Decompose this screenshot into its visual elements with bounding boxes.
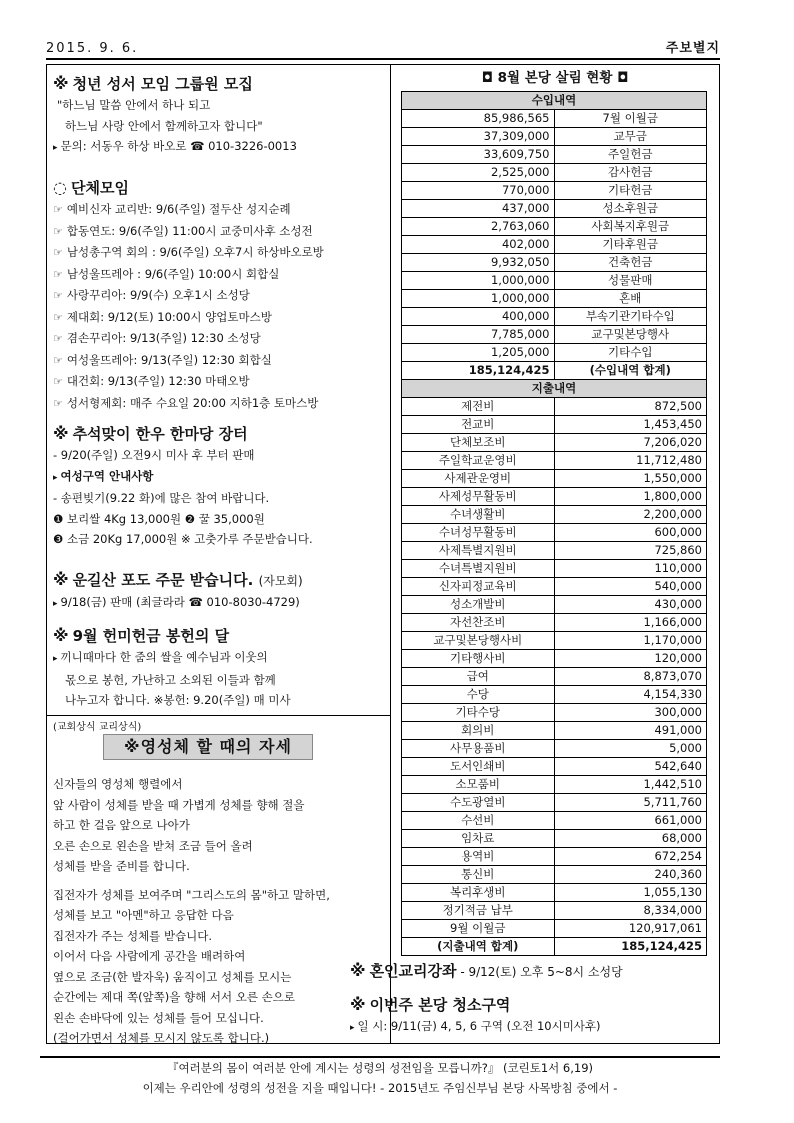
expense-amount: 542,640 <box>554 758 707 776</box>
income-item: 주일헌금 <box>554 146 707 164</box>
expense-amount: 120,000 <box>554 650 707 668</box>
expense-amount: 8,334,000 <box>554 902 707 920</box>
expense-item: 사무용품비 <box>402 740 555 758</box>
income-item: 사회복지후원금 <box>554 218 707 236</box>
income-amount: 770,000 <box>402 182 555 200</box>
income-row <box>402 146 707 164</box>
bullet-icon: ▸ <box>53 654 58 664</box>
asterisk-icon: ※ <box>350 995 366 1014</box>
income-item: 성물판매 <box>554 272 707 290</box>
income-item: 부속기관기타수입 <box>554 308 707 326</box>
income-row <box>402 128 707 146</box>
expense-amount: 491,000 <box>554 722 707 740</box>
meeting-text: 겸손꾸리아: 9/13(주일) 12:30 소성당 <box>66 331 261 345</box>
expense-item: 임차료 <box>402 830 555 848</box>
income-amount: 37,309,000 <box>402 128 555 146</box>
meeting-text: 여성울뜨레아: 9/13(주일) 12:30 회합실 <box>66 352 272 367</box>
recruit-line: "하느님 말씀 안에서 하나 되고 <box>57 98 211 112</box>
expense-amount: 5,000 <box>554 740 707 758</box>
income-amount: 9,932,050 <box>402 254 555 272</box>
bulletin-date: 2015. 9. 6. <box>46 41 139 56</box>
expense-row <box>402 632 707 650</box>
meeting-list <box>53 199 387 414</box>
income-amount: 1,000,000 <box>402 272 555 290</box>
posture-paragraph <box>53 885 387 1049</box>
bullet-icon: ▸ <box>53 599 58 609</box>
income-item: 교무금 <box>554 128 707 146</box>
expense-item: 사제특별지원비 <box>402 542 555 560</box>
page-footer <box>40 1056 720 1098</box>
expense-amount: 7,206,020 <box>554 434 707 452</box>
publication-title: 주보별지 <box>665 41 720 56</box>
posture-body <box>53 774 387 1049</box>
expense-item: 복리후생비 <box>402 884 555 902</box>
expense-row <box>402 776 707 794</box>
expense-amount: 1,166,000 <box>554 614 707 632</box>
section-title: 청년 성서 모임 그룹원 모집 <box>72 75 253 93</box>
market-line: ❶ 보리쌀 4Kg 13,000원 ❷ 꿀 35,000원 <box>53 511 265 526</box>
expense-item: 제전비 <box>402 398 555 416</box>
expense-header-row <box>402 380 707 398</box>
expense-amount: 672,254 <box>554 848 707 866</box>
pointing-hand-icon: ☞ <box>53 375 63 388</box>
expense-row <box>402 740 707 758</box>
rice-line: 끼니때마다 한 줌의 쌀을 예수님과 이웃의 <box>60 650 268 664</box>
expense-amount: 4,154,330 <box>554 686 707 704</box>
expense-item: 수당 <box>402 686 555 704</box>
expense-row <box>402 794 707 812</box>
expense-amount: 68,000 <box>554 830 707 848</box>
cleaning-area <box>350 994 672 1039</box>
expense-amount: 1,550,000 <box>554 470 707 488</box>
posture-line: 왼손 손바닥에 있는 성체를 들어 모십니다. <box>53 1010 264 1025</box>
section-heading <box>53 423 387 445</box>
meeting-item <box>53 328 387 350</box>
section-title: 운길산 포도 주문 받습니다. <box>72 571 254 589</box>
meeting-text: 남성총구역 회의 : 9/6(주일) 오후7시 하상바오로방 <box>66 245 324 259</box>
page-header <box>46 36 720 60</box>
section-detail: - 9/12(토) 오후 5~8시 소성당 <box>456 965 623 979</box>
expense-total-row <box>402 938 707 956</box>
expense-item: 통신비 <box>402 866 555 884</box>
expense-item: 단체보조비 <box>402 434 555 452</box>
recruit-line: 하느님 사랑 안에서 함께하고자 합니다" <box>65 118 263 133</box>
income-row <box>402 344 707 362</box>
expense-amount: 240,360 <box>554 866 707 884</box>
expense-row <box>402 578 707 596</box>
income-row <box>402 236 707 254</box>
income-item: 건축헌금 <box>554 254 707 272</box>
expense-row <box>402 812 707 830</box>
meeting-item <box>53 307 387 329</box>
section-heading <box>53 625 387 647</box>
youth-bible-recruit <box>53 73 387 159</box>
expense-amount: 2,200,000 <box>554 506 707 524</box>
market-guide: 여성구역 안내사항 <box>60 468 154 483</box>
expense-row <box>402 650 707 668</box>
finance-title: ◘ 8월 본당 살림 현황 ◘ <box>481 70 629 86</box>
income-item: 기타헌금 <box>554 182 707 200</box>
expense-amount: 1,055,130 <box>554 884 707 902</box>
expense-amount: 430,000 <box>554 596 707 614</box>
expense-row <box>402 542 707 560</box>
expense-row <box>402 434 707 452</box>
table-section-header: 수입내역 <box>402 92 707 110</box>
expense-amount: 11,712,480 <box>554 452 707 470</box>
expense-item: 용역비 <box>402 848 555 866</box>
expense-item: 도서인쇄비 <box>402 758 555 776</box>
expense-row <box>402 398 707 416</box>
posture-line: (걸어가면서 성체를 모시지 않도록 합니다.) <box>53 1031 270 1045</box>
cleaning-detail: 일 시: 9/11(금) 4, 5, 6 구역 (오전 10시미사후) <box>357 1019 601 1033</box>
income-row <box>402 164 707 182</box>
meeting-item <box>53 242 387 264</box>
expense-row <box>402 668 707 686</box>
meeting-text: 합동연도: 9/6(주일) 11:00시 교중미사후 소성전 <box>66 223 313 238</box>
market-line: - 9/20(주일) 오전9시 미사 후 부터 판매 <box>53 448 255 462</box>
meeting-text: 성서형제회: 매주 수요일 20:00 지하1층 토마스방 <box>66 395 319 410</box>
expense-item: 수선비 <box>402 812 555 830</box>
marriage-course <box>350 960 672 983</box>
market-line: - 송편빚기(9.22 화)에 많은 참여 바랍니다. <box>53 491 270 505</box>
expense-row <box>402 848 707 866</box>
section-title: 이번주 본당 청소구역 <box>369 996 511 1014</box>
income-row <box>402 272 707 290</box>
section-title: 단체모임 <box>70 179 129 197</box>
expense-row <box>402 560 707 578</box>
expense-amount: 872,500 <box>554 398 707 416</box>
section-heading <box>53 73 387 95</box>
income-total-row <box>402 362 707 380</box>
pointing-hand-icon: ☞ <box>53 332 63 345</box>
income-item: 교구및본당행사 <box>554 326 707 344</box>
expense-item: 수도광열비 <box>402 794 555 812</box>
expense-row <box>402 488 707 506</box>
expense-amount: 110,000 <box>554 560 707 578</box>
income-item: 혼배 <box>554 290 707 308</box>
bullet-icon: ▸ <box>350 1023 355 1033</box>
income-amount: 7,785,000 <box>402 326 555 344</box>
posture-paragraph <box>53 774 387 877</box>
posture-line: 하고 한 걸음 앞으로 나아가 <box>53 818 190 832</box>
expense-row <box>402 452 707 470</box>
expense-item: 사제관운영비 <box>402 470 555 488</box>
expense-item: 사제성무활동비 <box>402 488 555 506</box>
chuseok-market <box>53 423 387 550</box>
expense-amount: 1,453,450 <box>554 416 707 434</box>
category-label: (교회상식 교리상식) <box>53 722 142 733</box>
expense-row <box>402 758 707 776</box>
meeting-text: 제대회: 9/12(토) 10:00시 양업토마스방 <box>66 309 272 324</box>
expense-item: 회의비 <box>402 722 555 740</box>
income-row <box>402 182 707 200</box>
income-item: 성소후원금 <box>554 200 707 218</box>
income-item: 기타후원금 <box>554 236 707 254</box>
posture-line: 옆으로 조금(한 발자욱) 움직이고 성체를 모시는 <box>53 969 292 984</box>
group-meetings <box>53 177 387 414</box>
asterisk-icon: ※ <box>53 626 69 645</box>
bulletin-frame <box>46 64 720 1044</box>
income-row <box>402 218 707 236</box>
expense-row <box>402 686 707 704</box>
expense-amount: 1,800,000 <box>554 488 707 506</box>
expense-item: 자선찬조비 <box>402 614 555 632</box>
expense-row <box>402 920 707 938</box>
income-total-amount: 185,124,425 <box>402 362 555 380</box>
income-item: 감사헌금 <box>554 164 707 182</box>
expense-item: 전교비 <box>402 416 555 434</box>
income-item: 7월 이월금 <box>554 110 707 128</box>
section-title: 9월 헌미헌금 봉헌의 달 <box>72 627 230 645</box>
income-row <box>402 200 707 218</box>
section-title: 혼인교리강좌 <box>369 962 457 980</box>
meeting-item <box>53 221 387 243</box>
finance-table <box>401 91 707 956</box>
expense-item: 기타수당 <box>402 704 555 722</box>
meeting-item <box>53 264 387 286</box>
meeting-item <box>53 393 387 415</box>
expense-row <box>402 902 707 920</box>
income-item: 기타수입 <box>554 344 707 362</box>
footer-quote: 『여러분의 몸이 여러분 안에 계시는 성령의 성전임을 모릅니까?』 (코린토1서 6,19) <box>166 1061 594 1075</box>
meeting-item <box>53 199 387 221</box>
section-heading <box>53 569 387 592</box>
asterisk-icon: ※ <box>53 424 69 443</box>
expense-amount: 661,000 <box>554 812 707 830</box>
expense-total-amount: 185,124,425 <box>554 938 707 956</box>
expense-amount: 8,873,070 <box>554 668 707 686</box>
expense-total-label: (지출내역 합계) <box>402 938 555 956</box>
expense-item: 주일학교운영비 <box>402 452 555 470</box>
ring-icon: ◌ <box>53 178 67 197</box>
expense-item: 신자피정교육비 <box>402 578 555 596</box>
recruit-contact: 문의: 서동우 하상 바오로 ☎ 010-3226-0013 <box>60 139 297 153</box>
income-total-label: (수입내역 합계) <box>554 362 707 380</box>
expense-amount: 725,860 <box>554 542 707 560</box>
income-amount: 400,000 <box>402 308 555 326</box>
right-column <box>391 65 719 1043</box>
expense-amount: 600,000 <box>554 524 707 542</box>
income-row <box>402 326 707 344</box>
expense-row <box>402 596 707 614</box>
section-heading <box>53 177 387 199</box>
expense-row <box>402 416 707 434</box>
pointing-hand-icon: ☞ <box>53 224 63 238</box>
income-amount: 2,763,060 <box>402 218 555 236</box>
grape-order <box>53 569 387 615</box>
pointing-hand-icon: ☞ <box>53 267 63 281</box>
expense-amount: 540,000 <box>554 578 707 596</box>
section-subtitle: (자모회) <box>258 574 303 588</box>
pointing-hand-icon: ☞ <box>53 203 63 216</box>
meeting-item <box>53 285 387 307</box>
expense-row <box>402 506 707 524</box>
meeting-item <box>53 350 387 372</box>
market-line: ❸ 소금 20Kg 17,000원 ※ 고춧가루 주문받습니다. <box>53 532 313 546</box>
expense-row <box>402 830 707 848</box>
expense-row <box>402 866 707 884</box>
posture-line: 이어서 다음 사람에게 공간을 배려하여 <box>53 949 246 963</box>
expense-item: 수녀생활비 <box>402 506 555 524</box>
expense-row <box>402 884 707 902</box>
section-title: 추석맞이 한우 한마당 장터 <box>72 425 248 443</box>
asterisk-icon: ※ <box>350 961 366 980</box>
table-section-header: 지출내역 <box>402 380 707 398</box>
expense-row <box>402 470 707 488</box>
pointing-hand-icon: ☞ <box>53 353 63 367</box>
income-amount: 1,205,000 <box>402 344 555 362</box>
income-amount: 1,000,000 <box>402 290 555 308</box>
meeting-text: 대건회: 9/13(주일) 12:30 마태오방 <box>66 374 250 388</box>
posture-line: 오른 손으로 왼손을 받쳐 조금 들어 올려 <box>53 838 253 853</box>
income-row <box>402 308 707 326</box>
expense-item: 소모품비 <box>402 776 555 794</box>
posture-line: 집전자가 성체를 보여주며 "그리스도의 몸"하고 말하면, <box>53 887 330 902</box>
expense-amount: 5,711,760 <box>554 794 707 812</box>
income-amount: 85,986,565 <box>402 110 555 128</box>
pointing-hand-icon: ☞ <box>53 289 63 302</box>
expense-row <box>402 614 707 632</box>
expense-row <box>402 722 707 740</box>
asterisk-icon: ※ <box>53 74 69 93</box>
expense-row <box>402 704 707 722</box>
expense-row <box>402 524 707 542</box>
posture-line: 앞 사람이 성체를 받을 때 가볍게 성체를 향해 절을 <box>53 797 305 812</box>
income-amount: 437,000 <box>402 200 555 218</box>
income-row <box>402 254 707 272</box>
expense-item: 성소개발비 <box>402 596 555 614</box>
income-row <box>402 110 707 128</box>
meeting-text: 사랑꾸리아: 9/9(수) 오후1시 소성당 <box>66 288 250 302</box>
income-header-row <box>402 92 707 110</box>
pointing-hand-icon: ☞ <box>53 396 63 410</box>
posture-line: 순간에는 제대 쪽(앞쪽)을 향해 서서 오른 손으로 <box>53 990 295 1004</box>
expense-amount: 1,170,000 <box>554 632 707 650</box>
left-column <box>47 65 391 1043</box>
income-amount: 402,000 <box>402 236 555 254</box>
bullet-icon: ▸ <box>53 472 58 483</box>
grape-line: 9/18(금) 판매 (최글라라 ☎ 010-8030-4729) <box>60 595 300 609</box>
expense-amount: 300,000 <box>554 704 707 722</box>
expense-item: 정기적금 납부 <box>402 902 555 920</box>
pointing-hand-icon: ☞ <box>53 246 63 259</box>
rice-line: 나누고자 합니다. ※봉헌: 9.20(주일) 매 미사 <box>65 693 291 707</box>
posture-line: 성체를 보고 "아멘"하고 응답한 다음 <box>53 908 234 922</box>
income-row <box>402 290 707 308</box>
expense-item: 기타행사비 <box>402 650 555 668</box>
meeting-text: 남성울뜨레아 : 9/6(주일) 10:00시 회합실 <box>66 266 280 281</box>
income-amount: 2,525,000 <box>402 164 555 182</box>
expense-item: 수녀특별지원비 <box>402 560 555 578</box>
expense-item: 급여 <box>402 668 555 686</box>
meeting-text: 예비신자 교리반: 9/6(주일) 절두산 성지순례 <box>66 202 291 216</box>
expense-item: 9월 이월금 <box>402 920 555 938</box>
expense-item: 교구및본당행사비 <box>402 632 555 650</box>
posture-line: 성체를 받을 준비를 합니다. <box>53 859 190 873</box>
box-title: ※영성체 할 때의 자세 <box>103 734 313 760</box>
asterisk-icon: ※ <box>53 570 69 589</box>
rice-line: 몫으로 봉헌, 가난하고 소외된 이들과 함께 <box>65 672 276 687</box>
expense-amount: 120,917,061 <box>554 920 707 938</box>
expense-amount: 1,442,510 <box>554 776 707 794</box>
posture-line: 신자들의 영성체 행렬에서 <box>53 777 183 791</box>
posture-line: 집전자가 주는 성체를 받습니다. <box>53 928 213 943</box>
income-amount: 33,609,750 <box>402 146 555 164</box>
meeting-item <box>53 371 387 393</box>
footer-motto: 이제는 우리안에 성령의 성전을 지을 때입니다! - 2015년도 주임신부님 본당 사목방침 중에서 - <box>142 1081 618 1095</box>
pointing-hand-icon: ☞ <box>53 310 63 324</box>
expense-item: 수녀성무활동비 <box>402 524 555 542</box>
communion-posture-box <box>47 715 390 1043</box>
rice-offering <box>53 625 387 711</box>
bullet-icon: ▸ <box>53 143 58 153</box>
